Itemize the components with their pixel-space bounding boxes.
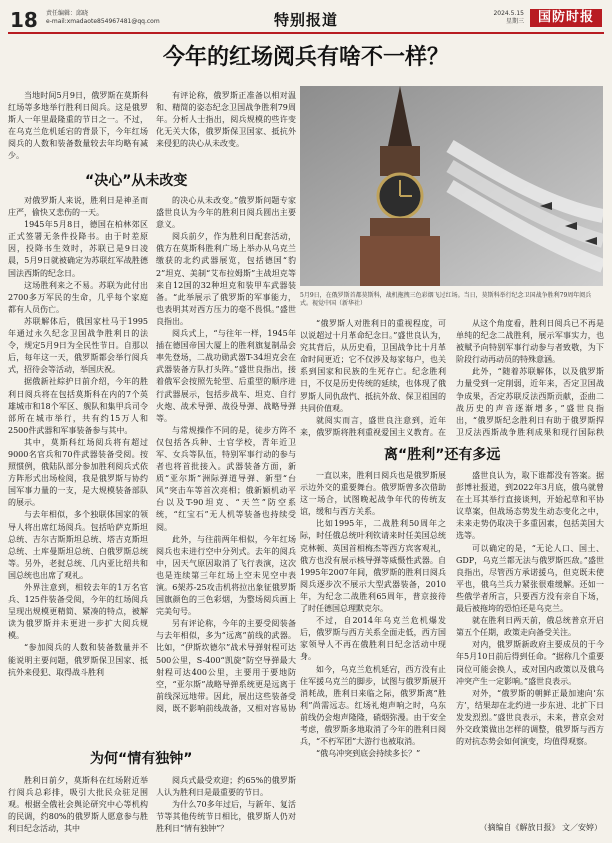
paragraph: 此外，“随着苏联解体，以及俄罗斯力量受到一定削弱，近年来，否定卫国战争成果，否定苏联反法西斯贡献，歪曲二战历史的声音逐渐增多，”盛世良指出，“俄罗斯纪念胜利日有助于俄罗斯捍卫反法西斯战争胜利成果和现行国际秩 (456, 367, 604, 437)
body-col-3 (300, 318, 446, 438)
paragraph: 可以确定的是，“无论人口、国土、GDP，乌克兰都无法与俄罗斯匹敌。”盛世良指出，尽管西方承诺援乌，但克既未使平也，俄乌兰兵力紧张很难缓解。还如一些俄学者所言，只要西方没有亲自下场，最后被拖垮的恐怕还是乌克兰。 (456, 543, 604, 614)
paragraph: 就在胜利日两天前，俄总统普京开启第五个任期，政策走向备受关注。 (456, 616, 604, 638)
intro-col-2 (156, 90, 296, 160)
body-col-8 (156, 775, 296, 835)
newspaper-logo: 国防时报 (530, 9, 602, 27)
paragraph: 外界注意到，相较去年的1万名官兵、125件装备受阅，今年的红场阅兵呈现出规模更精简、紧凑的特点，被解读为俄罗斯并未更进一步扩大阅兵规模。 (8, 583, 148, 641)
paragraph: 此外，与往前两年相似，今年红场阅兵也未进行空中分列式。去年的阅兵中，因天气原因取消了飞行表演，这次也是连续第三年红场上空未见空中表演。6架苏-25攻击机将拉出象征俄罗斯国旗颜色的三色彩烟，为整场阅兵画上完美句号。 (156, 534, 296, 617)
paragraph: 比如1995年，二战胜利50周年之际，时任俄总统叶利钦请来时任美国总统克林顿、英国首相梅杰等西方宾客观礼，俄方也没有展示核导弹等威慑性武器。自1995年2007年间，俄罗斯的胜利日阅兵阅兵逐步次不展示大型武器装备，2010年，为纪念二战胜利65周年，普京接待了时任德国总理默克尔。 (300, 519, 446, 614)
paragraph: 1945年5月8日，德国在柏林郊区正式签署无条件投降书。由于时差原因，投降书生效时，苏联已是9日凌晨，5月9日就被确定为苏联红军战胜德国法西斯的纪念日。 (8, 220, 148, 278)
article-signature: （摘编自《解放日报》 文／安婷） (479, 823, 602, 832)
headline: 今年的红场阅兵有啥不一样？ (162, 45, 449, 70)
paragraph: 不过，自2014年乌克兰危机爆发后，俄罗斯与西方关系全面走低，西方国家领导人不再在俄胜利日纪念活动中现身。 (300, 616, 446, 662)
paragraph: 与去年相似，多个独联体国家的领导人将出席红场阅兵。包括哈萨克斯坦总统、吉尔吉斯斯坦总统、塔吉克斯坦总统、土库曼斯坦总统、白俄罗斯总统等。另外，老挝总统、几内亚比绍共和国总统也出席了观礼。 (8, 510, 148, 580)
paragraph: 另有评论称，今年的主要受阅装备与去年相似，多为“远离”前线的武器。比如，“伊斯坎德尔”战术导弹射程可达500公里，S-400“凯旋”防空导弹最大射程可达400公里，主要用于要地防空，“亚尔斯”战略导弹系统更是远离于前线深远地带。因此，展出这些装备受阅，既不影响前线战备，又相对容易协 (156, 619, 296, 713)
paragraph: 就阅实而言，盛世良注意到，近年来，俄罗斯将胜利重视爱国主义教育。在 (300, 415, 446, 437)
section-title: 特别报道 (273, 11, 338, 29)
editor-email: e-mail:xmadaote854967481@qq.com (46, 18, 160, 25)
paragraph: “俄乌冲突到底会持续多长？” (316, 749, 421, 759)
body-col-5 (300, 470, 446, 830)
paragraph: 这场胜利来之不易。苏联为此付出2700多万军民的生命，几乎每个家庭都有人员伤亡。 (8, 280, 148, 314)
paragraph: 苏联解体后，俄国家杜马于1995年通过永久纪念卫国战争胜利日的法令，规定5月9日为全民性节日。自那以后，每年这一天，俄罗斯都会举行阅兵式，招待会等活动，举国庆祝。 (8, 316, 148, 375)
subheading-resolve: “决心”从未改变 (85, 173, 188, 189)
paragraph: 如今，乌克兰危机延宕，西方没有止住军援乌克兰的脚步，试图与俄罗斯展开消耗战，胜利日来临之际，俄罗斯离“胜利”尚需远志。红场礼炮声响之时，乌东前线仍会炮声隆隆，硝烟弥漫。由于安全考虑，俄罗斯多地取消了今年的胜利日阅兵，“不朽军团”大游行也被取消。 (300, 664, 446, 747)
paragraph: 对俄罗斯人来说，胜利日是神圣而庄严，偷快又悲伤的一天。 (8, 196, 148, 218)
paragraph: 其中，莫斯科红场阅兵将有超过9000名官兵和70件武器装备受阅。按照惯例，俄陆队部分参加胜利阅兵式依方阵形式出场检阅，我是俄罗斯与协约国军事力量的一支，是大规模装备部队的展示。 (8, 437, 148, 508)
photo-caption: 5月9日，在俄罗斯首都莫斯科，战机拖拽三色彩烟飞过红场。当日，莫斯科举行纪念卫国战争胜利79周年阅兵式。视觉中国（新华社） (300, 292, 592, 307)
paragraph: “参加阅兵的人数和装备数量并不能说明主要问题，俄罗斯保卫国家、抵抗外来侵犯、取得战斗胜利 (8, 643, 148, 677)
paragraph: 胜利日前夕，莫斯科在红场附近举行阅兵总彩排，吸引大批民众驻足围观。根据全俄社会舆论研究中心等机构的民调，约80%的俄罗斯人愿意参与胜利日纪念活动，其中 (8, 776, 148, 834)
paragraph: 为什么70多年过后，与新年、复活节等其他传统节日相比，俄罗斯人仍对胜利日“情有独钟”？ (156, 800, 296, 834)
photo-illustration (300, 86, 603, 286)
paragraph: 的决心从未改变。”俄罗斯问题专家盛世良认为今年的胜利日阅兵圆出主要意义。 (156, 196, 296, 230)
paragraph: 阅兵前夕，作为胜利日配套活动，俄方在莫斯科胜利广场上举办从乌克兰缴获的北约武器展览，包括德国“豹2”坦克、美制“艾布拉姆斯”主战坦克等来自12国的32种坦克和装甲车武器装备。“此举展示了俄罗斯的军事能力，也表明其对西方压力的毫不畏惧。”盛世良指出。 (156, 232, 296, 326)
editor-name: 责任编辑：邱晓 (46, 10, 89, 17)
paragraph: 一直以来，胜利日阅兵也是俄罗斯展示边外交的重要舞台。俄罗斯曾多次借助这一场合，试图晚起战争年代的传统友谊，缓和与西方关系。 (300, 471, 446, 517)
paragraph: 与常规操作不同的是，徒步方阵不仅包括各兵种、士官学校，青年近卫军、女兵等队伍，特别军事行动的参与者也将首批接入。武器装备方面，新质“亚尔斯”洲际弹道导弹、新型“台风”突击车等首次亮相；俄新颖机动平台以及T-90坦克、“天竺”防空系统，“红宝石”无人机等装备也持续受阅。 (156, 425, 296, 532)
body-col-1 (8, 195, 148, 685)
body-col-7 (8, 775, 148, 835)
kremlin-airshow-photo (300, 86, 603, 286)
page-number: 18 (10, 8, 38, 32)
intro-col-1 (8, 90, 148, 160)
body-col-4 (456, 318, 604, 438)
intro-paragraph-2: 有评论称，俄罗斯正准备以相对温和、精简的姿态纪念卫国战争胜利79周年。分析人士指出，阅兵规模的些许变化无关大体，俄罗斯保卫国家、抵抗外来侵犯的决心从未改变。 (156, 91, 296, 149)
paragraph: 阅兵式上，“与往年一样，1945年插在德国帝国大厦上的胜利旗复制品会率先登场，二战功勋武器T-34坦克会在武器装备方队打头阵。”盛世良指出，接着俄军会按照先轮型、后重型的顺序进行武器展示，包括步战车、坦克、自行火炮、战术导弹、战役导弹、战略导弹等。 (156, 329, 296, 423)
page-header (8, 6, 604, 34)
subheading-victory: 离“胜利”还有多远 (384, 447, 501, 463)
body-col-2 (156, 195, 296, 715)
paragraph: 阅兵式最受欢迎；约65%的俄罗斯人认为胜利日是最重要的节日。 (156, 776, 296, 798)
paragraph: 从这个角度看，胜利日阅兵已不再是单纯的纪念二战胜利，展示军事实力，也被赋予向特别军事行动参与者致敬，为下阶段行动再动员的特殊意涵。 (456, 319, 604, 365)
weekday-text: 星期三 (505, 18, 524, 25)
intro-paragraph: 当地时间5月9日，俄罗斯在莫斯科红场等多地举行胜利日阅兵。这是俄罗斯人一年里最隆重的节日之一。不过，在乌克兰危机延宕的背景下，今年红场阅兵的人数和装备数量较去年均略有减少。 (8, 91, 148, 160)
paragraph: 据俄新社綜护日前介绍，今年的胜利日阅兵将在包括莫斯科在内的7个英雄城市和18个军区、舰队和集甲兵司令部所在城市举行，共有约15万人和2500件武器和军事装备参与其中。 (8, 377, 148, 435)
body-col-6 (456, 470, 604, 815)
date-text: 2024.5.15 (493, 10, 524, 17)
issue-date (493, 10, 524, 26)
subheading-why: 为何“情有独钟” (90, 751, 193, 767)
paragraph: 对外，“俄罗斯的朝鲜正最加速向‘东方’，结果却在北约进一步东进、北扩下日发发烈烈。”盛世良表示，未来，普京会对外交政策做出怎样的调整，俄罗斯与西方的对抗态势会如何演变，均值得观察。 (456, 688, 604, 747)
paragraph: 盛世良认为，取下谁都没有答案。据彭博社报道，到2022年3月底，俄乌就曾在土耳其举行直接谈判，开始起草和平协议草案，但战场态势发生动态变化之中，未来走势仍取决于多重因素，包括美国大选等。 (456, 471, 604, 541)
paragraph: “俄罗斯人对胜利日的重视程度，可以说超过十月革命纪念日。”盛世良认为，究其背后，从历史看，卫国战争比十月革命时间更近；它不仅涉及每家每户，也关系到国家和民族的生死存亡。纪念胜利日，不仅是历史传统的延续，也体现了俄罗斯人同仇敌忾、抵抗外敌、保卫祖国的共同价值观。 (300, 319, 446, 413)
paragraph: 对内，俄罗斯新政府主要成员的于今年5月10日前后得到任命。“据称几个重要岗位可能会换人，或对国内政策以及俄乌冲突产生一定影响。”盛世良表示。 (456, 640, 604, 686)
